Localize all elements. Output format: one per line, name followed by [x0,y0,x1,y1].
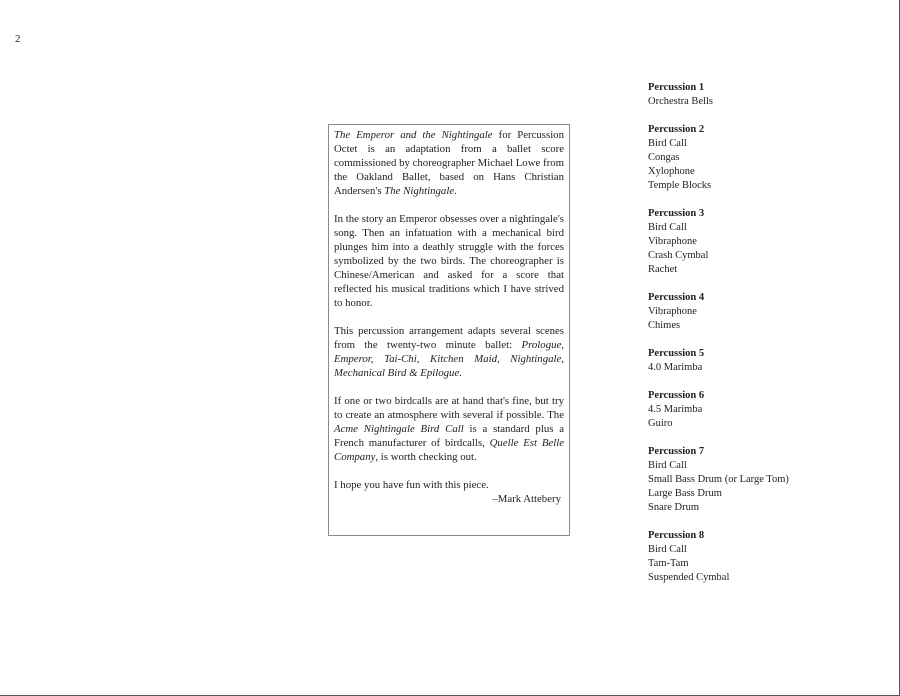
percussion-part [648,389,888,431]
bird-call-product: Acme Nightingale Bird Call [334,423,464,435]
program-note-box [328,124,570,536]
percussion-part [648,291,888,333]
instrument-name: Tam-Tam [648,558,689,569]
note-text: . [454,185,457,197]
note-text: This percussion arrangement adapts several scenes from the twenty-two minute ballet: [334,325,564,351]
instrument-name: Orchestra Bells [648,96,714,107]
instrument-name: 4.0 Marimba [648,362,703,373]
percussion-part [648,207,888,277]
program-note-paragraph-1 [334,128,564,198]
instrument-name: Vibraphone [648,306,697,317]
story-title: The Nightingale [384,185,455,197]
instrument-name: Temple Blocks [648,180,712,191]
part-title: Percussion 6 [648,390,705,401]
instrument-name: Congas [648,152,680,163]
instrument-name: Xylophone [648,166,695,177]
bird-call-company: Quelle Est Belle Company [334,437,564,463]
percussion-part [648,445,888,515]
instrument-name: Suspended Cymbal [648,572,730,583]
instrument-name: Bird Call [648,138,687,149]
part-title: Percussion 1 [648,82,705,93]
instrument-name: Crash Cymbal [648,250,709,261]
part-title: Percussion 3 [648,208,705,219]
instrument-name: Guiro [648,418,673,429]
instrument-name: Bird Call [648,460,687,471]
note-text: , is worth checking out. [375,451,477,463]
instrument-name: Snare Drum [648,502,700,513]
percussion-part [648,123,888,193]
note-text: is a standard plus a French manufacturer of birdcalls, [334,423,565,449]
instrument-name: Vibraphone [648,236,697,247]
program-note-paragraph-2: In the story an Emperor obsesses over a nightingale's song. Then an infatuation with a mechanical bird plunges him into a deathly struggle with the forces symbolized by the two birds. The choreographer is Chinese/American and asked for a score that reflected his musical traditions which I have strived to honor. [334,213,564,309]
program-note-paragraph-3 [334,324,564,380]
part-title: Percussion 2 [648,124,705,135]
program-note-paragraph-5: I hope you have fun with this piece. [334,479,489,491]
instrument-name: Rachet [648,264,678,275]
instrumentation-list [648,81,888,599]
scene-list: Prologue, Emperor, Tai-Chi, Kitchen Maid, Nightingale, Mechanical Bird & Epilogue [334,339,564,379]
part-title: Percussion 5 [648,348,705,359]
part-title: Percussion 4 [648,292,705,303]
instrument-name: Bird Call [648,544,687,555]
composer-signature: –Mark Attebery [492,493,561,505]
part-title: Percussion 7 [648,446,705,457]
percussion-part [648,347,888,375]
note-text: . [459,367,462,379]
note-text: If one or two birdcalls are at hand that's fine, but try to create an atmosphere with several if possible. The [334,395,564,421]
instrument-name: Bird Call [648,222,687,233]
program-note-paragraph-4 [334,394,564,464]
percussion-part [648,529,888,585]
instrument-name: Chimes [648,320,681,331]
instrument-name: Small Bass Drum (or Large Tom) [648,474,789,485]
part-title: Percussion 8 [648,530,705,541]
instrument-name: Large Bass Drum [648,488,722,499]
page-number: 2 [15,33,21,45]
work-title: The Emperor and the Nightingale [334,129,493,141]
instrument-name: 4.5 Marimba [648,404,703,415]
note-text: for Percussion Octet is an adaptation from a ballet score commissioned by choreographer Michael Lowe from the Oakland Ballet, based on Hans Christian Andersen's [334,129,564,197]
percussion-part [648,81,888,109]
